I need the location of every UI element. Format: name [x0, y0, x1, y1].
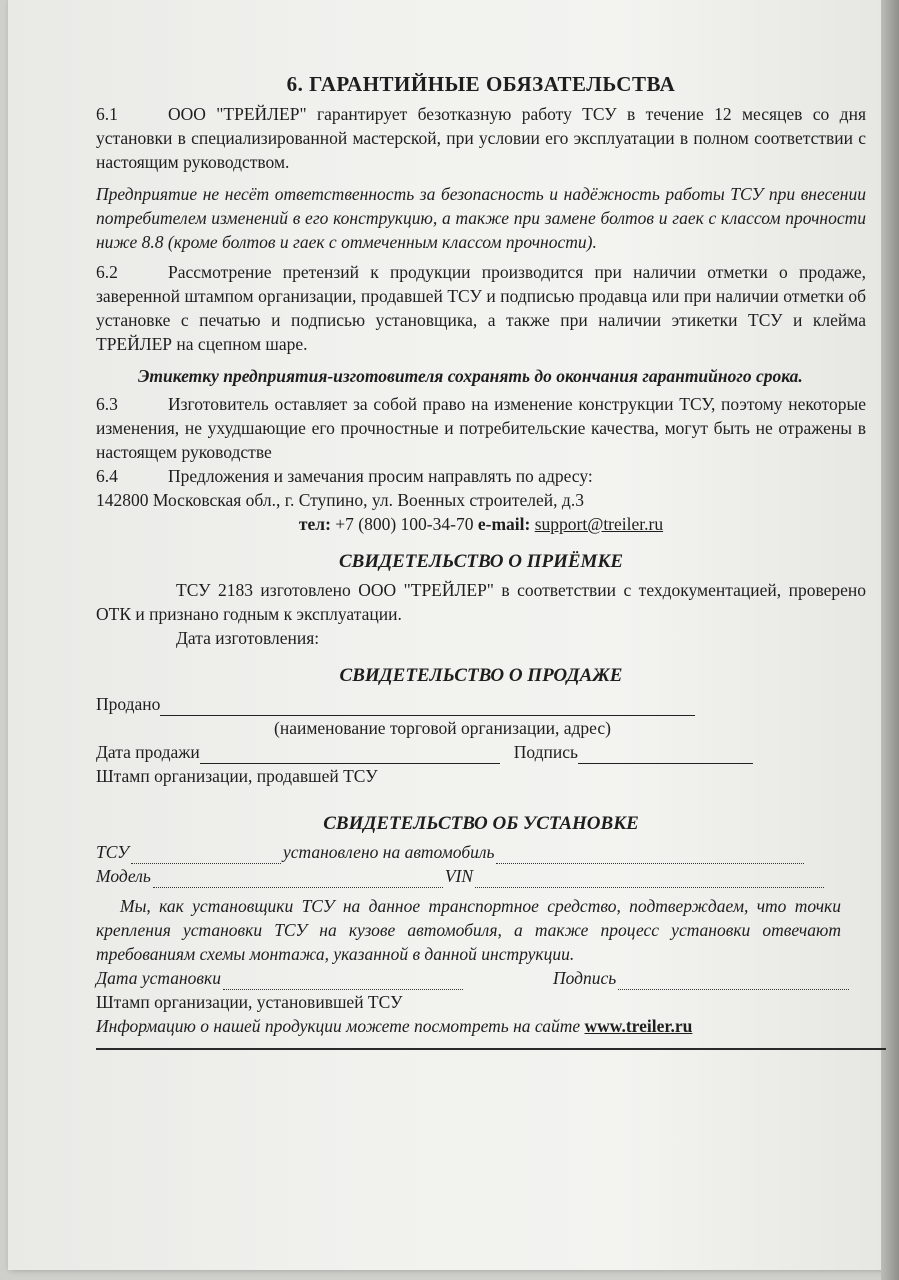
manufacture-date-label: Дата изготовления:	[176, 628, 320, 648]
sale-signature-field[interactable]	[578, 745, 753, 764]
install-tsu-row: ТСУ установлено на автомобиль	[96, 840, 806, 864]
install-text: Мы, как установщики ТСУ на данное транспортное средство, подтверждаем, что точки крепления установки ТСУ на кузове автомобиля, а также процесс установки отвечают требованиям схемы монтажа, указанной в данной инструкции.	[96, 896, 841, 964]
clause-6-2-note: Этикетку предприятия-изготовителя сохранять до окончания гарантийного срока.	[138, 366, 803, 386]
clause-6-4: 6.4 Предложения и замечания просим направлять по адресу:	[96, 466, 593, 486]
vin-field[interactable]	[475, 869, 824, 888]
sale-date-field[interactable]	[200, 745, 500, 764]
car-field[interactable]	[496, 845, 804, 864]
install-title: СВИДЕТЕЛЬСТВО ОБ УСТАНОВКЕ	[323, 813, 639, 834]
address: 142800 Московская обл., г. Ступино, ул. Военных строителей, д.3	[96, 490, 584, 510]
sale-stamp-label: Штамп организации, продавшей ТСУ	[96, 766, 378, 786]
sold-row: Продано	[96, 692, 866, 716]
email-link[interactable]: support@treiler.ru	[534, 514, 664, 534]
acceptance-text: ТСУ 2183 изготовлено ООО "ТРЕЙЛЕР" в соответствии с техдокументацией, проверено ОТК и признано годным к эксплуатации.	[96, 580, 866, 624]
install-signature-field[interactable]	[618, 971, 849, 990]
sale-title: СВИДЕТЕЛЬСТВО О ПРОДАЖЕ	[339, 665, 623, 686]
model-field[interactable]	[153, 869, 443, 888]
install-date-field[interactable]	[223, 971, 463, 990]
install-date-row: Дата установки Подпись	[96, 966, 851, 990]
clause-6-2: 6.2 Рассмотрение претензий к продукции производится при наличии отметки о продаже, заверенной штампом организации, продавшей ТСУ и подписью продавца или при наличии отметки об установке с печатью и подписью установщика, а также при наличии этикетки ТСУ и клейма ТРЕЙЛЕР на сцепном шаре.	[96, 262, 866, 354]
page-title: 6. ГАРАНТИЙНЫЕ ОБЯЗАТЕЛЬСТВА	[286, 72, 676, 96]
site-link[interactable]: www.treiler.ru	[584, 1016, 693, 1036]
install-model-row: Модель VIN	[96, 864, 826, 888]
clause-6-1: 6.1 ООО "ТРЕЙЛЕР" гарантирует безотказную работу ТСУ в течение 12 месяцев со дня установки в специализированной мастерской, при условии его эксплуатации в полном соответствии с настоящим руководством.	[96, 104, 866, 172]
document-content	[96, 72, 866, 1050]
sold-field[interactable]	[160, 697, 695, 716]
install-stamp-label: Штамп организации, установившей ТСУ	[96, 992, 403, 1012]
clause-6-3: 6.3 Изготовитель оставляет за собой право на изменение конструкции ТСУ, поэтому некоторые изменения, не ухудшающие его прочностные и потребительские качества, могут быть не отражены в настоящем руководстве	[96, 394, 866, 462]
tsu-field[interactable]	[131, 845, 281, 864]
site-info: Информацию о нашей продукции можете посмотреть на сайте www.treiler.ru	[96, 1016, 693, 1036]
phone: +7 (800) 100-34-70	[335, 514, 474, 534]
clause-6-1-note: Предприятие не несёт ответственность за безопасность и надёжность работы ТСУ при внесении потребителем изменений в его конструкцию, а также при замене болтов и гаек с классом прочности ниже 8.8 (кроме болтов и гаек с отмеченным классом прочности).	[96, 184, 866, 252]
bottom-rule	[96, 1048, 886, 1050]
acceptance-title: СВИДЕТЕЛЬСТВО О ПРИЁМКЕ	[338, 551, 624, 572]
sold-hint: (наименование торговой организации, адрес)	[274, 718, 611, 738]
page-edge	[881, 0, 899, 1280]
contacts: тел: +7 (800) 100-34-70 e-mail: support@treiler.ru	[298, 514, 664, 534]
sale-date-row: Дата продажи Подпись	[96, 740, 866, 764]
